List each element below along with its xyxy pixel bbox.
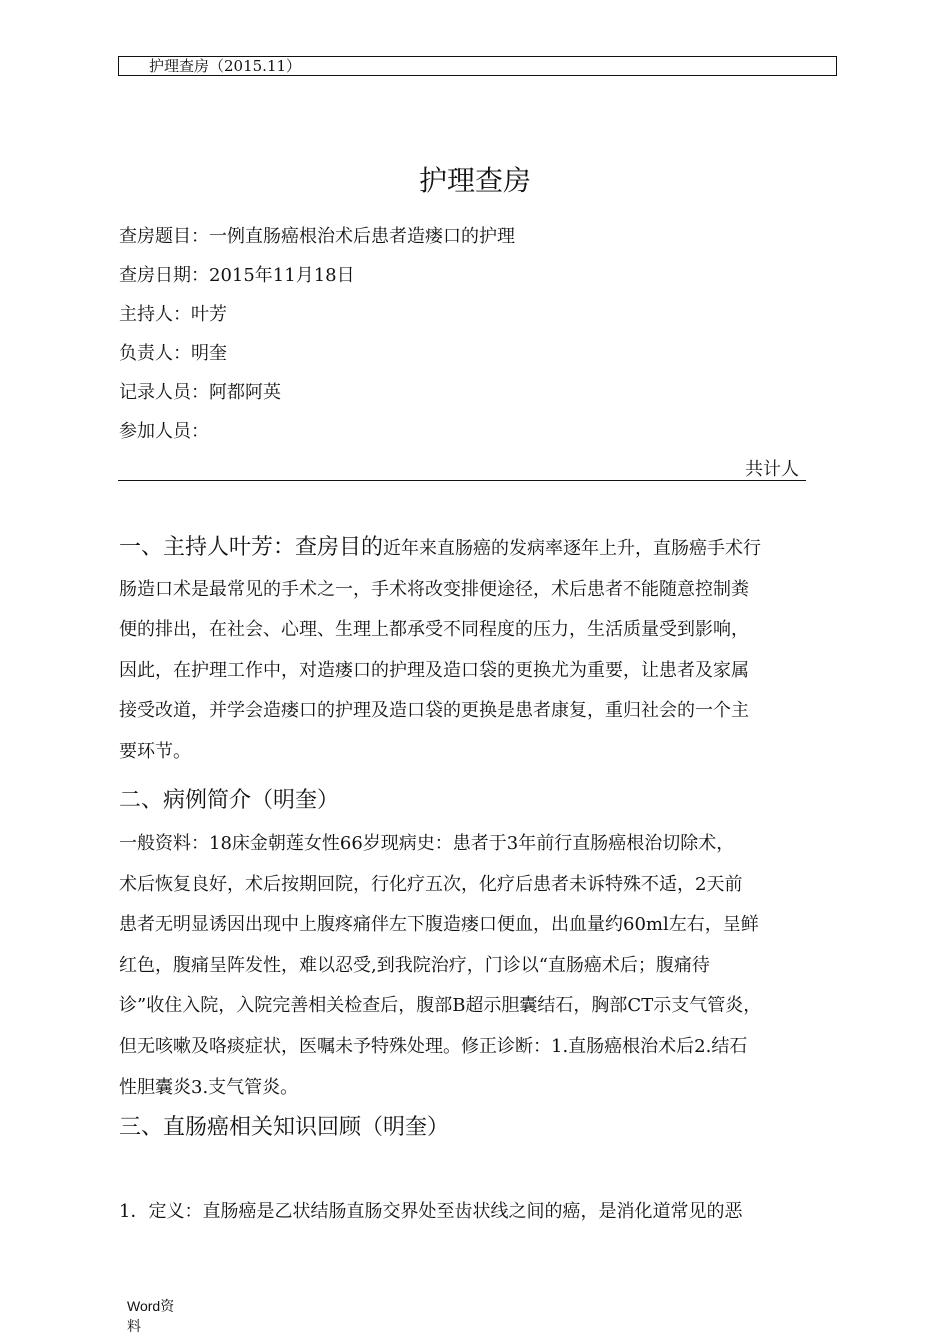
section2-line-4: 红色，腹痛呈阵发性，难以忍受,到我院治疗，门诊以“直肠癌术后；腹痛待 <box>119 954 710 976</box>
footer-line-1: Word资 <box>127 1298 175 1314</box>
footer-line-2: 料 <box>127 1318 141 1334</box>
section1-line-5: 接受改道，并学会造瘘口的护理及造口袋的更换是患者康复，重归社会的一个主 <box>119 700 749 722</box>
meta-host: 主持人：叶芳 <box>119 304 227 325</box>
meta-date: 查房日期：2015年11月18日 <box>119 265 355 286</box>
meta-participants: 参加人员： <box>119 421 209 442</box>
section2-paragraph <box>119 824 839 1108</box>
header-text: 护理查房（2015.11） <box>149 57 302 75</box>
page-footer <box>127 1296 174 1336</box>
section2-line-7: 性胆囊炎3.支气管炎。 <box>119 1076 299 1098</box>
section2-line-5: 诊”收住入院，入院完善相关检查后，腹部B超示胆囊结石，胸部CT示支气管炎， <box>119 995 762 1017</box>
participants-underline <box>118 480 806 481</box>
section1-line-6: 要环节。 <box>119 740 191 762</box>
section3-heading: 三、直肠癌相关知识回顾（明奎） <box>119 1115 450 1140</box>
section1-line-1 <box>119 528 839 570</box>
page-header <box>118 56 837 76</box>
section3-line-1: 1．定义：直肠癌是乙状结肠直肠交界处至齿状线之间的癌，是消化道常见的恶 <box>119 1201 743 1222</box>
section3-paragraph <box>119 1192 839 1233</box>
section1-line-2: 肠造口术是最常见的手术之一，手术将改变排便途径，术后患者不能随意控制粪 <box>119 578 749 600</box>
section1-lead: 一、主持人叶芳：查房目的 <box>119 535 384 560</box>
meta-responsible: 负责人：明奎 <box>119 343 227 364</box>
section1-line-3: 便的排出，在社会、心理、生理上都承受不同程度的压力，生活质量受到影响， <box>119 619 749 641</box>
section1-line-4: 因此，在护理工作中，对造瘘口的护理及造口袋的更换尤为重要，让患者及家属 <box>119 659 749 681</box>
meta-total: 共计人 <box>745 459 799 480</box>
meta-topic: 查房题目：一例直肠癌根治术后患者造瘘口的护理 <box>119 226 515 247</box>
section2-line-2: 术后恢复良好，术后按期回院，行化疗五次，化疗后患者未诉特殊不适，2天前 <box>119 873 743 895</box>
section1-paragraph <box>119 528 839 773</box>
section2-line-1: 一般资料：18床金朝莲女性66岁现病史：患者于3年前行直肠癌根治切除术， <box>119 833 735 854</box>
meta-recorder: 记录人员：阿都阿英 <box>119 382 281 403</box>
document-title: 护理查房 <box>418 164 531 197</box>
section2-line-6: 但无咳嗽及咯痰症状，医嘱未予特殊处理。修正诊断：1.直肠癌根治术后2.结石 <box>119 1035 748 1057</box>
section2-heading: 二、病例简介（明奎） <box>119 788 340 813</box>
section2-line-3: 患者无明显诱因出现中上腹疼痛伴左下腹造瘘口便血，出血量约60ml左右，呈鲜 <box>119 914 759 936</box>
section1-text-1: 近年来直肠癌的发病率逐年上升，直肠癌手术行 <box>383 538 762 559</box>
